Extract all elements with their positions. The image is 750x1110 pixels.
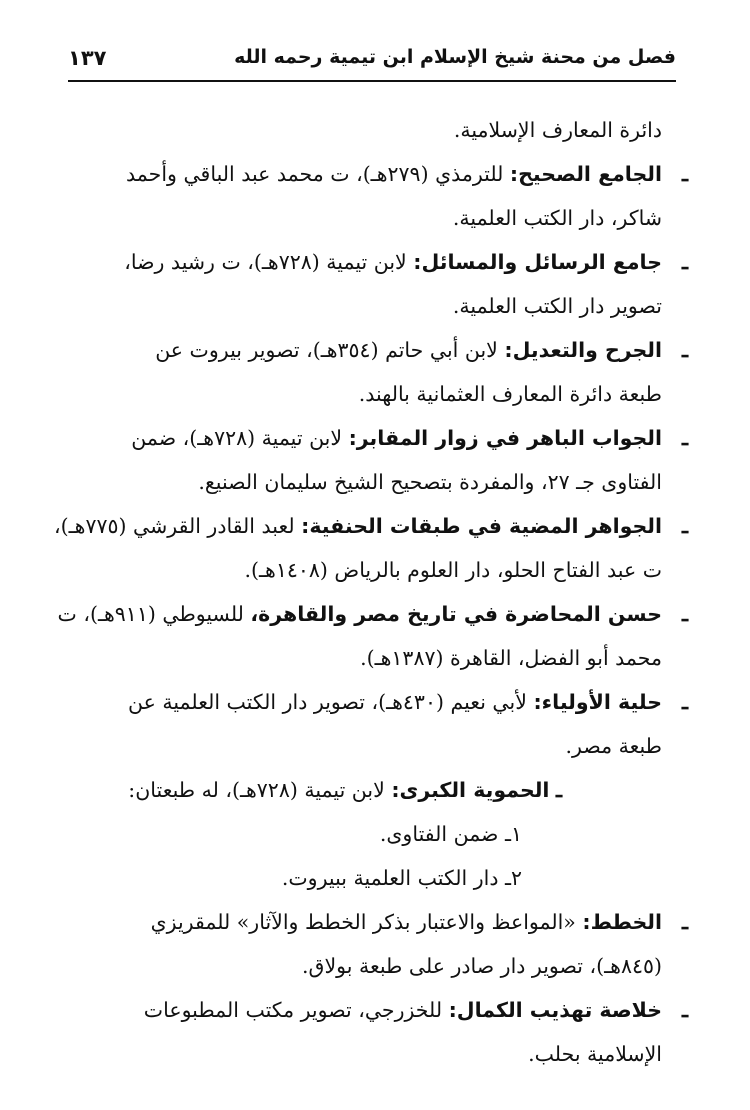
entry-first-line [80, 416, 662, 460]
entry-text: لابن تيمية (٧٢٨هـ)، ضمن [131, 426, 349, 450]
entry-first-line [80, 988, 662, 1032]
entry-second-line: الفتاوى جـ ٢٧، والمفردة بتصحيح الشيخ سليمان الصنيع. [198, 470, 662, 494]
entry-dash: ـ [681, 250, 688, 274]
entry-text: للسيوطي (٩١١هـ)، ت [57, 602, 251, 626]
entry-second-line: (٨٤٥هـ)، تصوير دار صادر على طبعة بولاق. [302, 954, 662, 978]
entry-dash: ـ [681, 162, 688, 186]
entry-second-line: طبعة مصر. [565, 734, 662, 758]
entry-term: الحموية الكبرى: [391, 778, 550, 802]
entry-dash: ـ [555, 778, 562, 802]
header-rule [68, 80, 676, 82]
entry-term: الجامع الصحيح: [509, 162, 662, 186]
entry-second-line: الإسلامية بحلب. [528, 1042, 662, 1066]
entry-text: لابن تيمية (٧٢٨هـ)، ت رشيد رضا، [124, 250, 414, 274]
entry-second-line: طبعة دائرة المعارف العثمانية بالهند. [358, 382, 662, 406]
entry-second-line: تصوير دار الكتب العلمية. [452, 294, 662, 318]
page-number: ١٣٧ [68, 46, 107, 70]
entry-text: للترمذي (٢٧٩هـ)، ت محمد عبد الباقي وأحمد [126, 162, 510, 186]
bib-entry [80, 680, 688, 768]
bib-entry [80, 416, 688, 504]
bib-entry [80, 152, 688, 240]
bib-entry-hamawiya [80, 768, 662, 900]
entry-dash: ـ [681, 910, 688, 934]
entry-first-line [80, 900, 662, 944]
entry-text: لعبد القادر القرشي (٧٧٥هـ)، [54, 514, 302, 538]
entry-text: لأبي نعيم (٤٣٠هـ)، تصوير دار الكتب العلمية عن [128, 690, 534, 714]
entry-first-line [80, 152, 662, 196]
entry-text: «المواعظ والاعتبار بذكر الخطط والآثار» للمقريزي [150, 910, 583, 934]
bib-entry [54, 504, 688, 592]
page-header [68, 40, 676, 80]
bib-entry [57, 592, 688, 680]
entry-second-line: شاكر، دار الكتب العلمية. [452, 206, 662, 230]
entry-first-line [80, 768, 662, 812]
entry-text: للخزرجي، تصوير مكتب المطبوعات [143, 998, 449, 1022]
entry-term: جامع الرسائل والمسائل: [413, 250, 662, 274]
bib-entry [80, 988, 688, 1076]
entry-dash: ـ [681, 426, 688, 450]
entry-term: الجرح والتعديل: [504, 338, 662, 362]
continuation-line: دائرة المعارف الإسلامية. [453, 118, 662, 142]
entry-term: حسن المحاضرة في تاريخ مصر والقاهرة، [250, 602, 662, 626]
entry-term: الخطط: [582, 910, 662, 934]
entry-first-line [57, 592, 662, 636]
entry-term: الجواب الباهر في زوار المقابر: [348, 426, 662, 450]
entry-second-line: محمد أبو الفضل، القاهرة (١٣٨٧هـ). [360, 646, 662, 670]
entry-first-line [80, 680, 662, 724]
entry-dash: ـ [681, 514, 688, 538]
entry-dash: ـ [681, 602, 688, 626]
entry-second-line: ت عبد الفتاح الحلو، دار العلوم بالرياض (١٤٠٨هـ). [244, 558, 662, 582]
bib-entry [80, 900, 688, 988]
edition-item: ٢ـ دار الكتب العلمية ببيروت. [281, 866, 522, 890]
bib-entry [80, 328, 688, 416]
bibliography-body [54, 108, 688, 1076]
entry-dash: ـ [681, 998, 688, 1022]
entry-dash: ـ [681, 338, 688, 362]
entry-text: لابن أبي حاتم (٣٥٤هـ)، تصوير بيروت عن [155, 338, 505, 362]
entry-first-line [54, 504, 662, 548]
entry-text: لابن تيمية (٧٢٨هـ)، له طبعتان: [128, 778, 392, 802]
running-title: فصل من محنة شيخ الإسلام ابن تيمية رحمه الله [234, 46, 676, 68]
entry-first-line [80, 240, 662, 284]
entry-term: الجواهر المضية في طبقات الحنفية: [301, 514, 662, 538]
entry-first-line [80, 328, 662, 372]
edition-item: ١ـ ضمن الفتاوى. [379, 822, 522, 846]
bib-entry [80, 240, 688, 328]
entry-dash: ـ [681, 690, 688, 714]
entry-term: خلاصة تهذيب الكمال: [448, 998, 662, 1022]
entry-term: حلية الأولياء: [533, 690, 662, 714]
